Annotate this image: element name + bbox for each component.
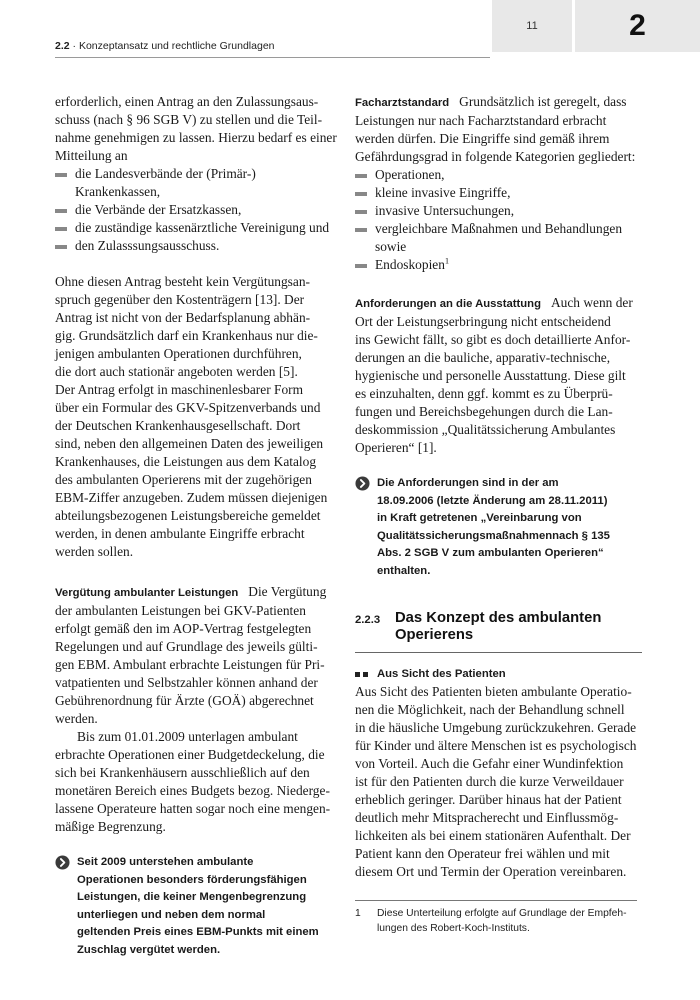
text-line: Patient kann den Operateur frei wählen und mit bbox=[355, 846, 610, 861]
list-item: Krankenkassen, bbox=[75, 184, 161, 199]
text-line: diesem Ort und Termin der Operation vereinbaren. bbox=[355, 864, 627, 879]
text-line: Ohne diesen Antrag besteht kein Vergütungsan- bbox=[55, 274, 310, 289]
text-line: ins Gewicht fällt, so gibt es doch detaillierte Anfor- bbox=[355, 332, 631, 347]
category-list bbox=[355, 166, 642, 274]
text-line: Die Vergütung bbox=[248, 584, 327, 599]
text-line: Zuschlag vergütet werden. bbox=[77, 943, 221, 956]
text-line: unterliegen und neben dem normal bbox=[77, 908, 266, 921]
note-box bbox=[355, 475, 642, 580]
dash-icon bbox=[55, 173, 67, 177]
text-line: Antrag ist nicht von der Bedarfsplanung abhän- bbox=[55, 310, 311, 325]
list-item: Operationen, bbox=[355, 166, 642, 184]
text-line: jenigen ambulanten Operationen durchführen, bbox=[55, 346, 302, 361]
text-line: Seit 2009 unterstehen ambulante bbox=[77, 856, 254, 868]
running-head-title: Konzeptansatz und rechtliche Grundlagen bbox=[78, 40, 275, 52]
facharzt-heading: Facharztstandard bbox=[355, 97, 450, 109]
dash-icon bbox=[355, 192, 367, 196]
text-line: des ambulanten Operierens mit der zugehörigen bbox=[55, 472, 312, 487]
text-line: nahme genehmigen zu lassen. Hierzu bedarf es einer bbox=[55, 130, 337, 145]
dash-icon bbox=[355, 210, 367, 214]
anforderungen-paragraph bbox=[355, 294, 642, 457]
square-bullet-icon bbox=[355, 672, 360, 677]
text-line: Operierens bbox=[395, 627, 474, 643]
list-item: Endoskopien$^1$ bbox=[355, 256, 642, 274]
running-head-section-number: 2.2 bbox=[55, 40, 70, 52]
text-line: ist für den Patienten durch die kurze Verweildauer bbox=[355, 774, 624, 789]
footnote-text bbox=[377, 906, 627, 936]
page-number: 11 bbox=[492, 0, 572, 52]
text-line: erforderlich, einen Antrag an den Zulassungsaus- bbox=[55, 94, 319, 109]
text-line: Regelungen und auf Grundlage des jeweils gülti- bbox=[55, 639, 318, 654]
running-head-separator: · bbox=[69, 40, 79, 52]
list-item: kleine invasive Eingriffe, bbox=[355, 184, 642, 202]
text-line: Operieren“ [1]. bbox=[355, 440, 437, 455]
dash-icon bbox=[355, 174, 367, 178]
footnote-reference[interactable]: 1 bbox=[444, 255, 450, 266]
patient-paragraph bbox=[355, 683, 642, 881]
text-line: sich bei Krankenhäusern ausschließlich auf den bbox=[55, 765, 310, 780]
square-bullet-icon bbox=[363, 672, 368, 677]
text-line: 18.09.2006 (letzte Änderung am 28.11.2011) bbox=[377, 494, 608, 507]
text-line: von Vorteil. Auch die Gefahr einer Wundinfektion bbox=[355, 756, 624, 771]
facharzt-paragraph bbox=[355, 93, 642, 166]
text-line: sind, neben den allgemeinen Daten des jeweiligen bbox=[55, 436, 324, 451]
text-line: erbrachte Operationen einer Budgetdeckelung, die bbox=[55, 747, 325, 762]
text-line: Krankenhauses, die Leistungen aus dem Katalog bbox=[55, 454, 317, 469]
list-item: die Verbände der Ersatzkassen, bbox=[55, 201, 342, 219]
text-line: es einzuhalten, denn ggf. kommt es zu Überprü- bbox=[355, 386, 613, 401]
running-head bbox=[55, 40, 275, 52]
text-line: abteilungsbezogenen Leistungsbereiche gemeldet bbox=[55, 508, 321, 523]
text-line: Das Konzept des ambulanten bbox=[395, 610, 602, 626]
text-line: werden sollen. bbox=[55, 544, 134, 559]
dash-icon bbox=[55, 209, 67, 213]
text-line: lungen des Robert-Koch-Instituts. bbox=[377, 923, 530, 934]
text-line: Die Anforderungen sind in der am bbox=[377, 477, 559, 489]
dash-icon bbox=[355, 264, 367, 268]
text-line: mäßige Begrenzung. bbox=[55, 819, 166, 834]
text-line: enthalten. bbox=[377, 564, 431, 577]
intro-paragraph bbox=[55, 93, 342, 165]
text-line: nen die Möglichkeit, nach der Behandlung schnell bbox=[355, 702, 625, 717]
text-line: in die häusliche Umgebung zurückzukehren. Gerade bbox=[355, 720, 637, 735]
note-text bbox=[77, 854, 342, 959]
text-line: werden. bbox=[55, 711, 98, 726]
text-line: Abs. 2 SGB V zum ambulanten Operieren“ bbox=[377, 547, 604, 559]
text-line: Mitteilung an bbox=[55, 148, 128, 163]
text-line: werden dürfen. Die Eingriffe sind gemäß ihrem bbox=[355, 131, 610, 146]
text-line: Ort der Leistungserbringung nicht entscheidend bbox=[355, 314, 611, 329]
text-line: EBM-Ziffer anzugeben. Zudem müssen diejenigen bbox=[55, 490, 328, 505]
text-line: Aus Sicht des Patienten bieten ambulante Operatio- bbox=[355, 684, 632, 699]
text-line: Leistungen, die keiner Mengenbegrenzung bbox=[77, 891, 307, 903]
text-line: deskommission „Qualitätssicherung Ambulantes bbox=[355, 422, 616, 437]
list-item: sowie bbox=[375, 239, 407, 254]
text-line: hygienische und personelle Ausstattung. Diese gilt bbox=[355, 368, 626, 383]
text-line: geltenden Preis eines EBM-Punkts mit einem bbox=[77, 926, 319, 938]
text-line: Diese Unterteilung erfolgte auf Grundlage der Empfeh- bbox=[377, 908, 627, 919]
dash-icon bbox=[55, 227, 67, 231]
text-line: für Kinder und ältere Menschen ist es psychologisch bbox=[355, 738, 637, 753]
text-line: erfolgt gemäß den im AOP-Vertrag festgelegten bbox=[55, 621, 312, 636]
text-line: lichkeiten als bei einem stationären Aufenthalt. Der bbox=[355, 828, 631, 843]
footnote bbox=[355, 906, 642, 936]
antrag-paragraph bbox=[55, 273, 342, 561]
header-rule bbox=[55, 57, 490, 58]
text-line: gig. Grundsätzlich darf ein Krankenhaus nur die- bbox=[55, 328, 318, 343]
chevron-right-circle-icon bbox=[355, 476, 370, 491]
text-line: Bis zum 01.01.2009 unterlagen ambulant bbox=[77, 729, 298, 744]
list-item: die Landesverbände der (Primär-) bbox=[55, 165, 342, 183]
text-line: Gefährdungsgrad in folgende Kategorien gegliedert: bbox=[355, 149, 636, 164]
section-title bbox=[395, 610, 601, 644]
text-line: in Kraft getretenen „Vereinbarung von bbox=[377, 512, 582, 524]
text-line: vatpatienten und Selbstzahler können anhand der bbox=[55, 675, 318, 690]
left-column bbox=[55, 93, 342, 959]
section-heading bbox=[355, 610, 642, 644]
text-line: über ein Formular des GKV-Spitzenverbands und bbox=[55, 400, 321, 415]
text-line: Operationen besonders förderungsfähigen bbox=[77, 873, 307, 886]
text-line: Gebührenordnung für Ärzte (GOÄ) abgerechnet bbox=[55, 693, 314, 708]
budget-paragraph bbox=[55, 728, 342, 836]
text-line: schuss (nach § 96 SGB V) zu stellen und die Teil- bbox=[55, 112, 323, 127]
text-line: Der Antrag erfolgt in maschinenlesbarer Form bbox=[55, 382, 304, 397]
section-heading-block bbox=[355, 610, 642, 653]
text-line: monetären Bereich eines Budgets bezog. Niederge- bbox=[55, 783, 330, 798]
note-text bbox=[377, 475, 642, 580]
text-line: gen EBM. Ambulant erbrachte Leistungen für Pri- bbox=[55, 657, 325, 672]
footnote-rule bbox=[355, 900, 637, 901]
subsection-heading: Aus Sicht des Patienten bbox=[355, 665, 642, 683]
section-rule bbox=[355, 652, 642, 653]
list-item: die zuständige kassenärztliche Vereinigung und bbox=[55, 219, 342, 237]
text-line: Auch wenn der bbox=[550, 295, 633, 310]
text-line: werden, in denen ambulante Eingriffe erbracht bbox=[55, 526, 305, 541]
text-line: deutlich mehr Mitspracherecht und Einflussmög- bbox=[355, 810, 619, 825]
note-box bbox=[55, 854, 342, 959]
text-line: erheblich geringer. Darüber hinaus hat der Patient bbox=[355, 792, 622, 807]
dash-icon bbox=[355, 228, 367, 232]
list-item: invasive Untersuchungen, bbox=[355, 202, 642, 220]
chevron-right-circle-icon bbox=[55, 855, 70, 870]
text-line: derungen an die bauliche, apparativ-technische, bbox=[355, 350, 611, 365]
anforderungen-heading: Anforderungen an die Ausstattung bbox=[355, 298, 541, 310]
text-line: fungen und Bereichsbegehungen durch die Lan- bbox=[355, 404, 613, 419]
recipient-list bbox=[55, 165, 342, 255]
chapter-number: 2 bbox=[575, 0, 700, 52]
text-line: spruch gegenüber den Kostenträgern [13]. Der bbox=[55, 292, 305, 307]
verguetung-paragraph bbox=[55, 583, 342, 728]
right-column bbox=[355, 93, 642, 881]
dash-icon bbox=[55, 245, 67, 249]
text-line: Leistungen nur nach Facharztstandard erbracht bbox=[355, 113, 607, 128]
text-line: Grundsätzlich ist geregelt, dass bbox=[459, 94, 627, 109]
text-line: lassene Operateure hatten sogar noch eine mengen- bbox=[55, 801, 331, 816]
section-number: 2.2.3 bbox=[355, 614, 381, 626]
list-item: den Zulasssungsausschuss. bbox=[55, 237, 342, 255]
verguetung-heading: Vergütung ambulanter Leistungen bbox=[55, 587, 239, 599]
text-line: die dort auch stationär angeboten werden [5]. bbox=[55, 364, 298, 379]
footnote-number: 1 bbox=[355, 908, 361, 919]
text-line: Qualitätssicherungsmaßnahmennach § 135 bbox=[377, 529, 610, 542]
text-line: der ambulanten Leistungen bei GKV-Patienten bbox=[55, 603, 306, 618]
text-line: der Deutschen Krankenhausgesellschaft. Dort bbox=[55, 418, 301, 433]
list-item: vergleichbare Maßnahmen und Behandlungen bbox=[355, 220, 642, 238]
